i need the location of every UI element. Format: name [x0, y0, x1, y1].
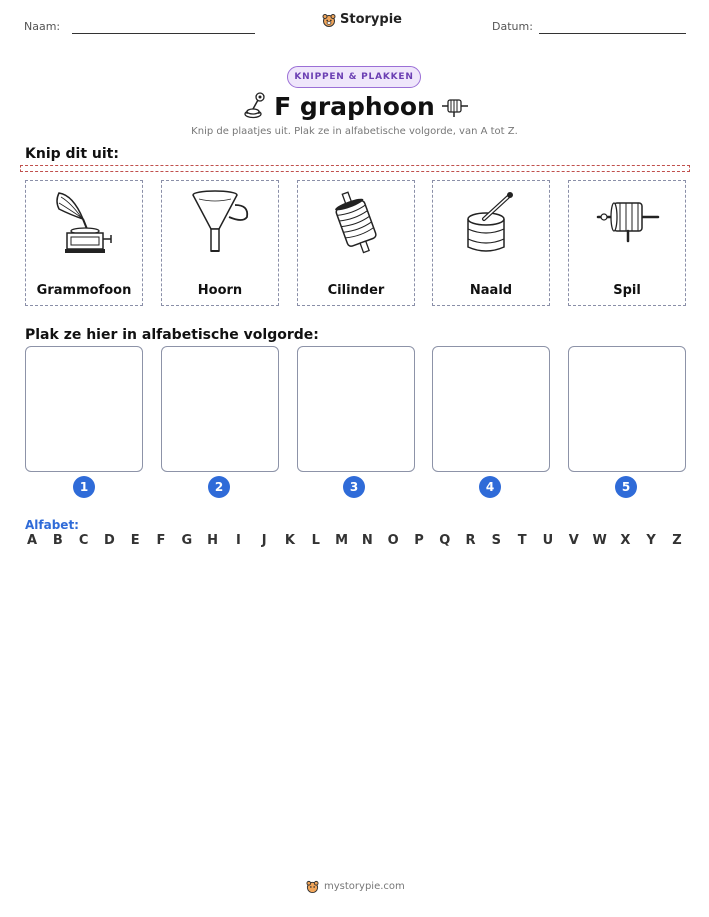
- storypie-mascot-icon: [306, 880, 319, 893]
- slot-number-2: 2: [208, 476, 230, 498]
- alphabet-letter: N: [361, 533, 373, 548]
- paste-slot-3[interactable]: [297, 346, 415, 472]
- date-line[interactable]: [539, 33, 686, 34]
- alphabet-label: Alfabet:: [25, 518, 79, 532]
- needle-icon: [460, 189, 524, 257]
- alphabet-letter: D: [103, 533, 115, 548]
- footer: [306, 880, 405, 893]
- footer-url[interactable]: mystorypie.com: [324, 881, 405, 892]
- brand-name: Storypie: [340, 12, 402, 27]
- alphabet-letter: E: [130, 533, 140, 548]
- card-grammofoon[interactable]: [25, 180, 143, 306]
- alphabet-letter: O: [387, 533, 399, 548]
- paste-slot-1[interactable]: [25, 346, 143, 472]
- alphabet-letter: F: [156, 533, 166, 548]
- alphabet-letter: L: [311, 533, 320, 548]
- slot-number-3: 3: [343, 476, 365, 498]
- paste-slot-2[interactable]: [161, 346, 279, 472]
- alphabet-letter: H: [207, 533, 219, 548]
- alphabet-letter: J: [261, 533, 267, 548]
- alphabet-letter: I: [235, 533, 241, 548]
- alphabet-letter: V: [568, 533, 579, 548]
- alphabet-letter: R: [465, 533, 476, 548]
- alphabet-letter: S: [491, 533, 502, 548]
- name-label: Naam:: [24, 20, 61, 33]
- alphabet-letter: M: [335, 533, 349, 548]
- alphabet-row: [25, 533, 684, 548]
- cut-heading: Knip dit uit:: [25, 146, 119, 162]
- paste-heading: Plak ze hier in alfabetische volgorde:: [25, 327, 319, 343]
- alphabet-letter: Z: [672, 533, 682, 548]
- slot-number-4: 4: [479, 476, 501, 498]
- name-line[interactable]: [72, 33, 255, 34]
- instructions: Knip de plaatjes uit. Plak ze in alfabetische volgorde, van A tot Z.: [191, 126, 518, 137]
- brand-logo: [322, 12, 402, 27]
- alphabet-letter: Q: [439, 533, 451, 548]
- alphabet-letter: U: [542, 533, 554, 548]
- alphabet-letter: K: [284, 533, 295, 548]
- spindle-icon: [596, 189, 660, 257]
- alphabet-letter: Y: [646, 533, 656, 548]
- card-label: Grammofoon: [36, 283, 132, 298]
- storypie-mascot-icon: [322, 13, 336, 27]
- gramophone-icon: [53, 189, 117, 257]
- card-spil[interactable]: [568, 180, 686, 306]
- card-label: Naald: [469, 283, 513, 298]
- horn-funnel-icon: [189, 189, 253, 257]
- page-title: F graphoon: [274, 92, 435, 121]
- card-naald[interactable]: [432, 180, 550, 306]
- cut-line: [20, 165, 690, 172]
- slot-number-1: 1: [73, 476, 95, 498]
- card-cilinder[interactable]: [297, 180, 415, 306]
- alphabet-letter: X: [620, 533, 631, 548]
- slot-number-5: 5: [615, 476, 637, 498]
- activity-badge: KNIPPEN & PLAKKEN: [287, 66, 421, 88]
- paste-slot-5[interactable]: [568, 346, 686, 472]
- card-label: Hoorn: [197, 283, 243, 298]
- alphabet-letter: G: [181, 533, 193, 548]
- card-label: Spil: [613, 283, 641, 298]
- alphabet-letter: A: [26, 533, 38, 548]
- card-hoorn[interactable]: [161, 180, 279, 306]
- alphabet-letter: B: [52, 533, 63, 548]
- alphabet-letter: W: [592, 533, 607, 548]
- card-label: Cilinder: [327, 283, 385, 298]
- alphabet-letter: T: [517, 533, 527, 548]
- cylinder-icon: [325, 189, 389, 257]
- spindle-small-icon: [441, 96, 469, 118]
- alphabet-letter: C: [78, 533, 89, 548]
- date-label: Datum:: [492, 20, 533, 33]
- alphabet-letter: P: [414, 533, 424, 548]
- paste-slot-4[interactable]: [432, 346, 550, 472]
